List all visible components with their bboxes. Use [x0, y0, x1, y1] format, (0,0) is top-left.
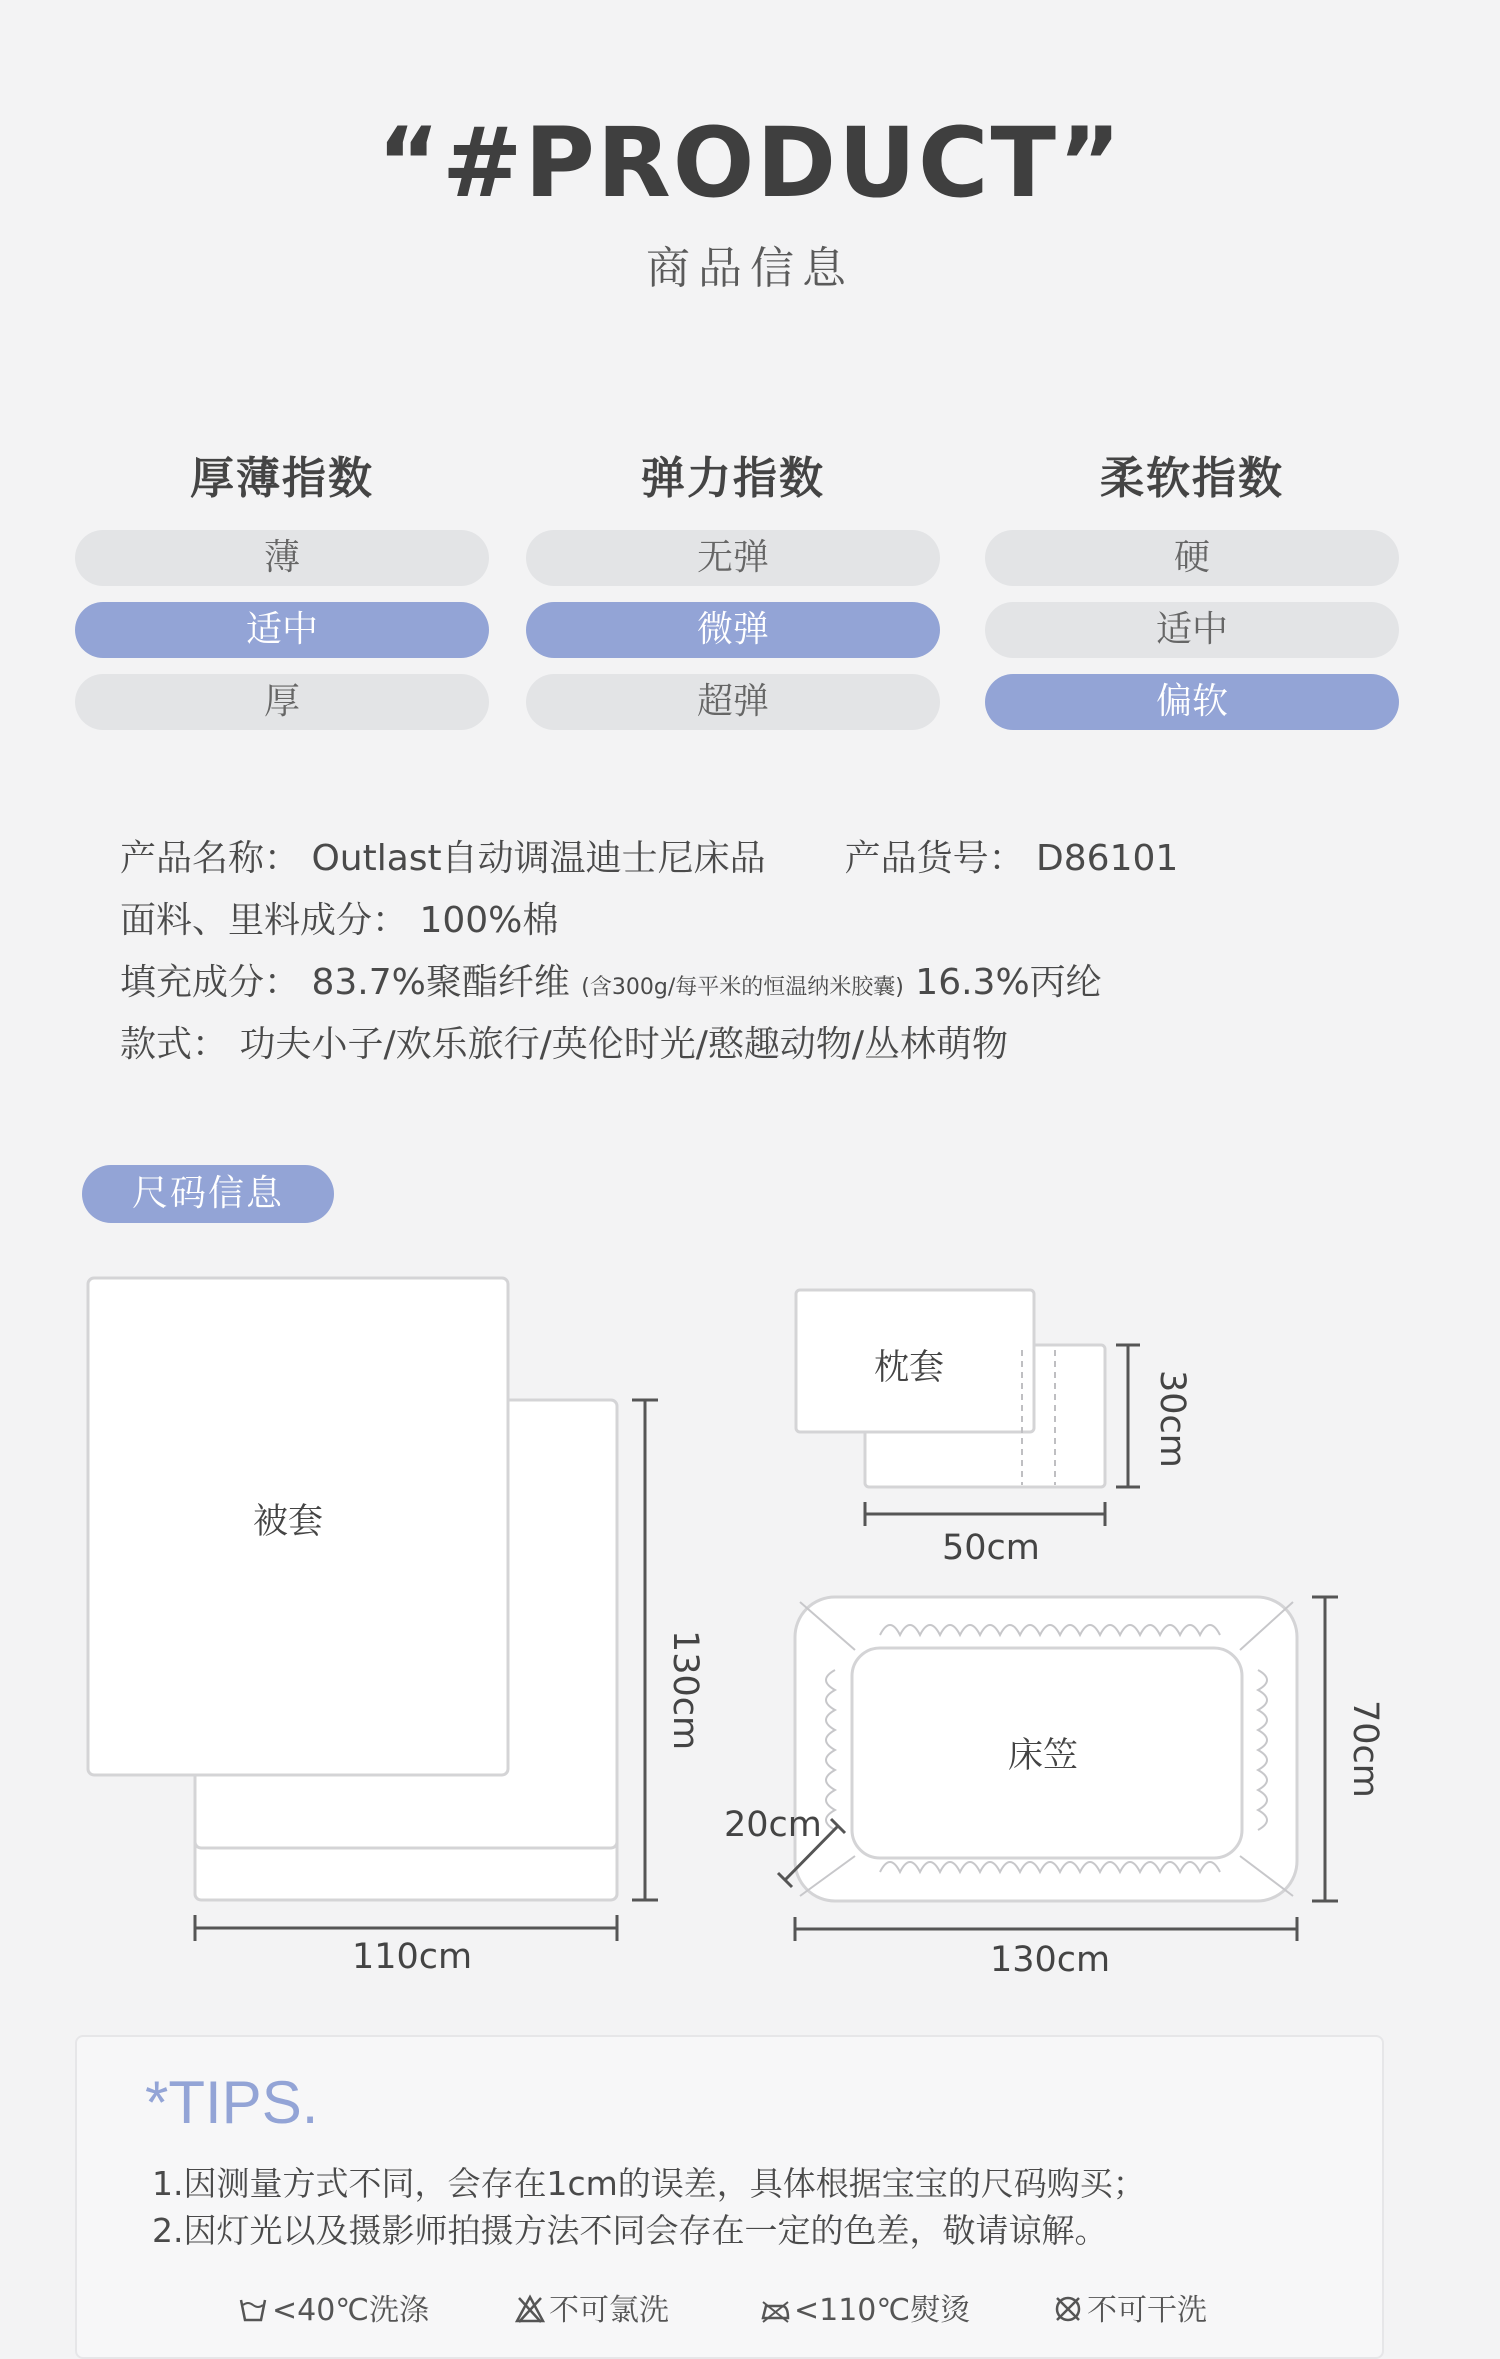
- filling-note: (含300g/每平米的恒温纳米胶囊): [581, 975, 904, 1000]
- style-value: 功夫小子/欢乐旅行/英伦时光/憨趣动物/丛林萌物: [239, 1024, 1008, 1065]
- index-option-selected: 微弹: [526, 602, 940, 658]
- care-iron: [760, 2285, 970, 2329]
- care-no-dry-clean: [1053, 2285, 1207, 2329]
- product-name-value: Outlast自动调温迪士尼床品: [311, 838, 766, 879]
- index-option-selected: 偏软: [985, 674, 1399, 730]
- index-option: 薄: [75, 530, 489, 586]
- care-no-dry-clean-label: 不可干洗: [1087, 2293, 1207, 2328]
- sheet-depth-label: 20cm: [724, 1805, 822, 1845]
- index-option: 无弹: [526, 530, 940, 586]
- product-name-label: 产品名称：: [120, 838, 301, 879]
- page-subtitle: 商品信息: [646, 243, 854, 294]
- no-dry-clean-icon: [1053, 2294, 1083, 2324]
- tips-title: *TIPS.: [145, 2069, 319, 2136]
- index-title: 柔软指数: [1100, 453, 1284, 504]
- care-no-bleach-label: 不可氯洗: [549, 2293, 669, 2328]
- quilt-width-label: 110cm: [352, 1937, 473, 1977]
- style-label: 款式：: [120, 1024, 229, 1065]
- index-title: 厚薄指数: [190, 453, 374, 504]
- quilt-height-label: 130cm: [665, 1630, 705, 1751]
- size-info-badge: 尺码信息: [82, 1165, 334, 1223]
- fabric-value: 100%棉: [419, 900, 559, 941]
- sheet-width-label: 130cm: [990, 1940, 1111, 1980]
- pillow-width-label: 50cm: [942, 1528, 1040, 1568]
- pillow-label: 枕套: [874, 1348, 945, 1388]
- iron-icon: [760, 2294, 790, 2324]
- wash-tub-icon: [238, 2294, 268, 2324]
- care-iron-label: <110℃熨烫: [794, 2293, 971, 2328]
- filling-value-2: 16.3%丙纶: [915, 962, 1102, 1003]
- care-wash: [238, 2285, 429, 2329]
- care-wash-label: <40℃洗涤: [272, 2293, 430, 2328]
- index-option: 适中: [985, 602, 1399, 658]
- sheet-height-label: 70cm: [1345, 1700, 1385, 1798]
- tip-line-2: 2.因灯光以及摄影师拍摄方法不同会存在一定的色差，敬请谅解。: [152, 2211, 1108, 2250]
- filling-label: 填充成分：: [120, 962, 301, 1003]
- no-bleach-icon: [515, 2294, 545, 2324]
- index-option: 超弹: [526, 674, 940, 730]
- index-option-selected: 适中: [75, 602, 489, 658]
- filling-value: 83.7%聚酯纤维: [311, 962, 570, 1003]
- pillow-height-label: 30cm: [1152, 1370, 1192, 1468]
- index-option: 厚: [75, 674, 489, 730]
- page-title: “#PRODUCT”: [376, 107, 1124, 219]
- index-option: 硬: [985, 530, 1399, 586]
- quilt-label: 被套: [253, 1502, 324, 1542]
- index-title: 弹力指数: [641, 453, 825, 504]
- sheet-label: 床笠: [1008, 1736, 1079, 1776]
- tip-line-1: 1.因测量方式不同，会存在1cm的误差，具体根据宝宝的尺码购买；: [152, 2164, 1146, 2203]
- fabric-label: 面料、里料成分：: [120, 900, 409, 941]
- care-no-bleach: [515, 2285, 669, 2329]
- product-sku-label: 产品货号：: [844, 838, 1025, 879]
- product-sku-value: D86101: [1036, 838, 1179, 879]
